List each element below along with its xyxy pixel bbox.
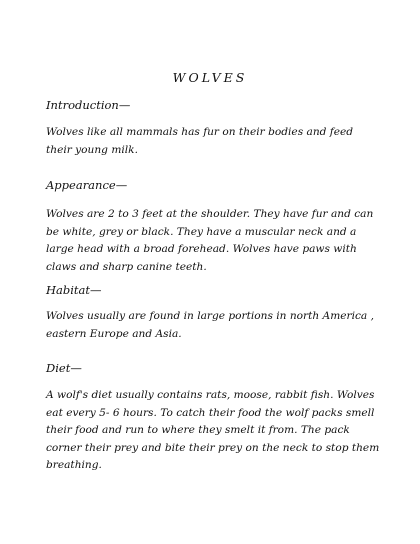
section-heading-habitat: Habitat— [46,283,102,297]
section-text-habitat: Wolves usually are found in large portions in north America , eastern Europe and Asia. [46,310,374,340]
section-heading-appearance: Appearance— [46,178,128,192]
section-heading-diet: Diet— [46,361,82,375]
section-text-introduction: Wolves like all mammals has fur on their bodies and feed their young milk. [46,126,354,156]
section-text-diet: A wolf's diet usually contains rats, moose, rabbit fish. Wolves eat every 5- 6 hours. To catch their food the wolf packs smell their food and run to where they smelt it from. The pack corner their prey and bite their prey on the neck to stop them breathing. [46,389,380,471]
section-text-appearance: Wolves are 2 to 3 feet at the shoulder. They have fur and can be white, grey or black. They have a muscular neck and a large head with a broad forehead. Wolves have paws with claws and sharp canine teeth. [46,208,374,273]
section-heading-introduction: Introduction— [46,98,131,112]
document-title: WOLVES [172,70,248,85]
